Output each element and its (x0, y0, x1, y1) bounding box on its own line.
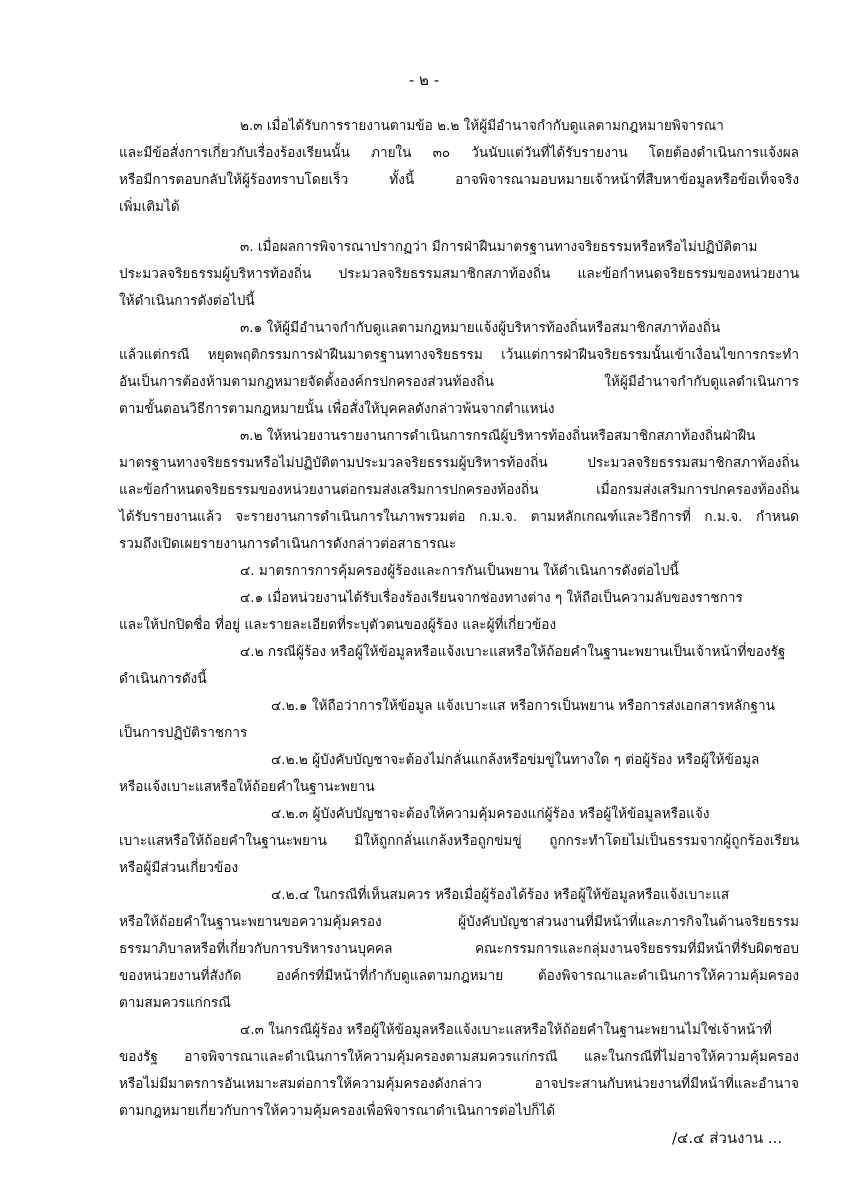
section-3-line-3: ให้ดำเนินการดังต่อไปนี้ (119, 293, 255, 309)
section-3-2-line-5: รวมถึงเปิดเผยรายงานการดำเนินการดังกล่าวต่อสาธารณะ (119, 536, 457, 552)
section-4-2-4-line-1: ๔.๒.๔ ในกรณีที่เห็นสมควร หรือเมื่อผู้ร้องได้ร้อง หรือผู้ให้ข้อมูลหรือแจ้งเบาะแส (271, 887, 730, 903)
section-2-3-line-1: ๒.๓ เมื่อได้รับการรายงานตามข้อ ๒.๒ ให้ผู้มีอำนาจกำกับดูแลตามกฎหมายพิจารณา (240, 118, 724, 134)
section-4-2-4-line-2: หรือให้ถ้อยคำในฐานะพยานขอความคุ้มครอง ผู้บังคับบัญชาส่วนงานที่มีหน้าที่และภารกิจในด้านจริยธรรม (119, 914, 799, 930)
section-4-3-line-2: ของรัฐ อาจพิจารณาและดำเนินการให้ความคุ้มครองตามสมควรแก่กรณี และในกรณีที่ไม่อาจให้ความคุ้มครอง (119, 1049, 799, 1065)
section-2-3-line-4: เพิ่มเติมได้ (119, 199, 180, 215)
section-4-2-line-2: ดำเนินการดังนี้ (119, 671, 207, 687)
section-4-3-line-3: หรือไม่มีมาตรการอันเหมาะสมต่อการให้ความคุ้มครองดังกล่าว อาจประสานกับหน่วยงานที่มีหน้าที่และอำนาจ (119, 1076, 799, 1092)
section-4-heading: ๔. มาตรการการคุ้มครองผู้ร้องและการกันเป็นพยาน ให้ดำเนินการดังต่อไปนี้ (240, 563, 679, 579)
section-4-3-line-4: ตามกฎหมายเกี่ยวกับการให้ความคุ้มครองเพื่อพิจารณาดำเนินการต่อไปก็ได้ (119, 1103, 556, 1119)
section-4-2-4-line-4: ของหน่วยงานที่สังกัด องค์กรที่มีหน้าที่กำกับดูแลตามกฎหมาย ต้องพิจารณาและดำเนินการให้ความคุ้มครอง (119, 968, 799, 984)
section-3-1-line-3: อันเป็นการต้องห้ามตามกฎหมายจัดตั้งองค์กรปกครองส่วนท้องถิ่น ให้ผู้มีอำนาจกำกับดูแลดำเนินการ (119, 374, 799, 390)
section-4-2-4-line-3: ธรรมาภิบาลหรือที่เกี่ยวกับการบริหารงานบุคคล คณะกรรมการและกลุ่มงานจริยธรรมที่มีหน้าที่รับผิดชอบ (119, 941, 799, 957)
section-4-1-line-1: ๔.๑ เมื่อหน่วยงานได้รับเรื่องร้องเรียนจากช่องทางต่าง ๆ ให้ถือเป็นความลับของราชการ (240, 590, 743, 606)
section-4-2-3-line-3: หรือผู้มีส่วนเกี่ยวข้อง (119, 860, 239, 876)
section-3-1-line-1: ๓.๑ ให้ผู้มีอำนาจกำกับดูแลตามกฎหมายแจ้งผู้บริหารท้องถิ่นหรือสมาชิกสภาท้องถิ่น (240, 320, 721, 336)
section-2-3-line-2: และมีข้อสั่งการเกี่ยวกับเรื่องร้องเรียนนั้น ภายใน ๓๐ วันนับแต่วันที่ได้รับรายงาน โดยต้องดำเนินการแจ้งผล (119, 145, 799, 161)
continuation-footer: /๔.๔ ส่วนงาน ... (672, 1129, 783, 1147)
section-3-2-line-4: ได้รับรายงานแล้ว จะรายงานการดำเนินการในภาพรวมต่อ ก.ม.จ. ตามหลักเกณฑ์และวิธีการที่ ก.ม.จ. กำหนด (119, 509, 799, 525)
section-4-2-4-line-5: ตามสมควรแก่กรณี (119, 995, 231, 1011)
section-3-2-line-1: ๓.๒ ให้หน่วยงานรายงานการดำเนินการกรณีผู้บริหารท้องถิ่นหรือสมาชิกสภาท้องถิ่นฝ่าฝืน (240, 428, 756, 444)
section-3-2-line-2: มาตรฐานทางจริยธรรมหรือไม่ปฏิบัติตามประมวลจริยธรรมผู้บริหารท้องถิ่น ประมวลจริยธรรมสมาชิกสภาท้องถิ่น (119, 455, 799, 471)
section-4-2-line-1: ๔.๒ กรณีผู้ร้อง หรือผู้ให้ข้อมูลหรือแจ้งเบาะแสหรือให้ถ้อยคำในฐานะพยานเป็นเจ้าหน้าที่ของรัฐ (240, 644, 786, 660)
section-2-3-line-3: หรือมีการตอบกลับให้ผู้ร้องทราบโดยเร็ว ทั้งนี้ อาจพิจารณามอบหมายเจ้าหน้าที่สืบหาข้อมูลหรือข้อเท็จจริง (119, 172, 799, 188)
section-3-1-line-2: แล้วแต่กรณี หยุดพฤติกรรมการฝ่าฝืนมาตรฐานทางจริยธรรม เว้นแต่การฝ่าฝืนจริยธรรมนั้นเข้าเงื่อนไขการกระทำ (119, 347, 799, 363)
section-4-2-1-line-2: เป็นการปฏิบัติราชการ (119, 725, 248, 741)
section-4-2-2-line-1: ๔.๒.๒ ผู้บังคับบัญชาจะต้องไม่กลั่นแกล้งหรือข่มขู่ในทางใด ๆ ต่อผู้ร้อง หรือผู้ให้ข้อมูล (271, 752, 760, 768)
section-4-2-3-line-1: ๔.๒.๓ ผู้บังคับบัญชาจะต้องให้ความคุ้มครองแก่ผู้ร้อง หรือผู้ให้ข้อมูลหรือแจ้ง (271, 806, 710, 822)
section-4-1-line-2: และให้ปกปิดชื่อ ที่อยู่ และรายละเอียดที่ระบุตัวตนของผู้ร้อง และผู้ที่เกี่ยวข้อง (119, 617, 557, 633)
section-4-2-1-line-1: ๔.๒.๑ ให้ถือว่าการให้ข้อมูล แจ้งเบาะแส หรือการเป็นพยาน หรือการส่งเอกสารหลักฐาน (271, 698, 775, 714)
section-4-2-3-line-2: เบาะแสหรือให้ถ้อยคำในฐานะพยาน มิให้ถูกกลั่นแกล้งหรือถูกข่มขู่ ถูกกระทำโดยไม่เป็นธรรมจากผู้ถูกร้องเรียน (119, 833, 799, 849)
section-3-line-1: ๓. เมื่อผลการพิจารณาปรากฏว่า มีการฝ่าฝืนมาตรฐานทางจริยธรรมหรือหรือไม่ปฏิบัติตาม (240, 239, 758, 255)
section-4-3-line-1: ๔.๓ ในกรณีผู้ร้อง หรือผู้ให้ข้อมูลหรือแจ้งเบาะแสหรือให้ถ้อยคำในฐานะพยานไม่ใช่เจ้าหน้าที่ (240, 1022, 772, 1038)
page-number: - ๒ - (408, 71, 440, 89)
section-3-line-2: ประมวลจริยธรรมผู้บริหารท้องถิ่น ประมวลจริยธรรมสมาชิกสภาท้องถิ่น และข้อกำหนดจริยธรรมของหน่วยงาน (119, 266, 799, 282)
section-3-2-line-3: และข้อกำหนดจริยธรรมของหน่วยงานต่อกรมส่งเสริมการปกครองท้องถิ่น เมื่อกรมส่งเสริมการปกครองท้องถิ่น (119, 482, 799, 498)
section-3-1-line-4: ตามขั้นตอนวิธีการตามกฎหมายนั้น เพื่อสั่งให้บุคคลดังกล่าวพ้นจากตำแหน่ง (119, 401, 555, 417)
section-4-2-2-line-2: หรือแจ้งเบาะแสหรือให้ถ้อยคำในฐานะพยาน (119, 779, 375, 795)
